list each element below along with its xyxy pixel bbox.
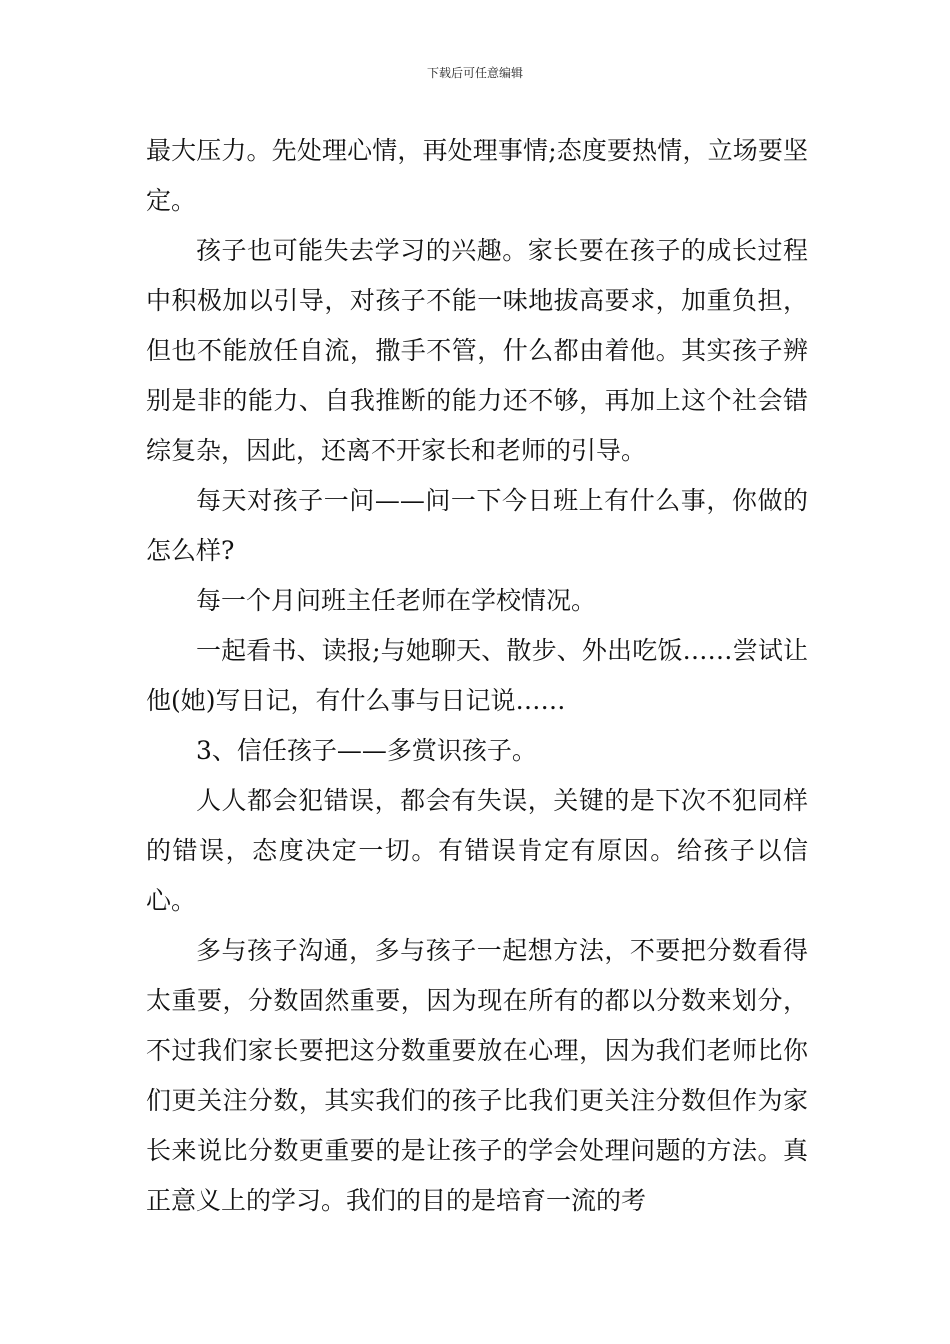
section-heading-3: 3、信任孩子——多赏识孩子。 [196, 736, 537, 765]
paragraph-1: 最大压力。先处理心情，再处理事情;态度要热情，立场要坚定。 [146, 136, 808, 215]
paragraph-5: 一起看书、读报;与她聊天、散步、外出吃饭……尝试让他(她)写日记，有什么事与日记说…… [146, 636, 808, 715]
page-header: 下载后可任意编辑 [426, 66, 523, 80]
paragraph-2: 孩子也可能失去学习的兴趣。家长要在孩子的成长过程中积极加以引导，对孩子不能一味地拔高要求，加重负担，但也不能放任自流，撒手不管，什么都由着他。其实孩子辨别是非的能力、自我推断的能力还不够，再加上这个社会错综复杂，因此，还离不开家长和老师的引导。 [146, 236, 808, 465]
document-body [146, 126, 808, 1226]
paragraph-7: 多与孩子沟通，多与孩子一起想方法，不要把分数看得太重要，分数固然重要，因为现在所有的都以分数来划分，不过我们家长要把这分数重要放在心理，因为我们老师比你们更关注分数，其实我们的孩子比我们更关注分数但作为家长来说比分数更重要的是让孩子的学会处理问题的方法。真正意义上的学习。我们的目的是培育一流的考 [146, 936, 808, 1215]
paragraph-4: 每一个月问班主任老师在学校情况。 [196, 586, 597, 615]
paragraph-3: 每天对孩子一问——问一下今日班上有什么事，你做的怎么样? [146, 486, 808, 565]
paragraph-6: 人人都会犯错误，都会有失误，关键的是下次不犯同样的错误，态度决定一切。有错误肯定有原因。给孩子以信心。 [146, 786, 808, 915]
